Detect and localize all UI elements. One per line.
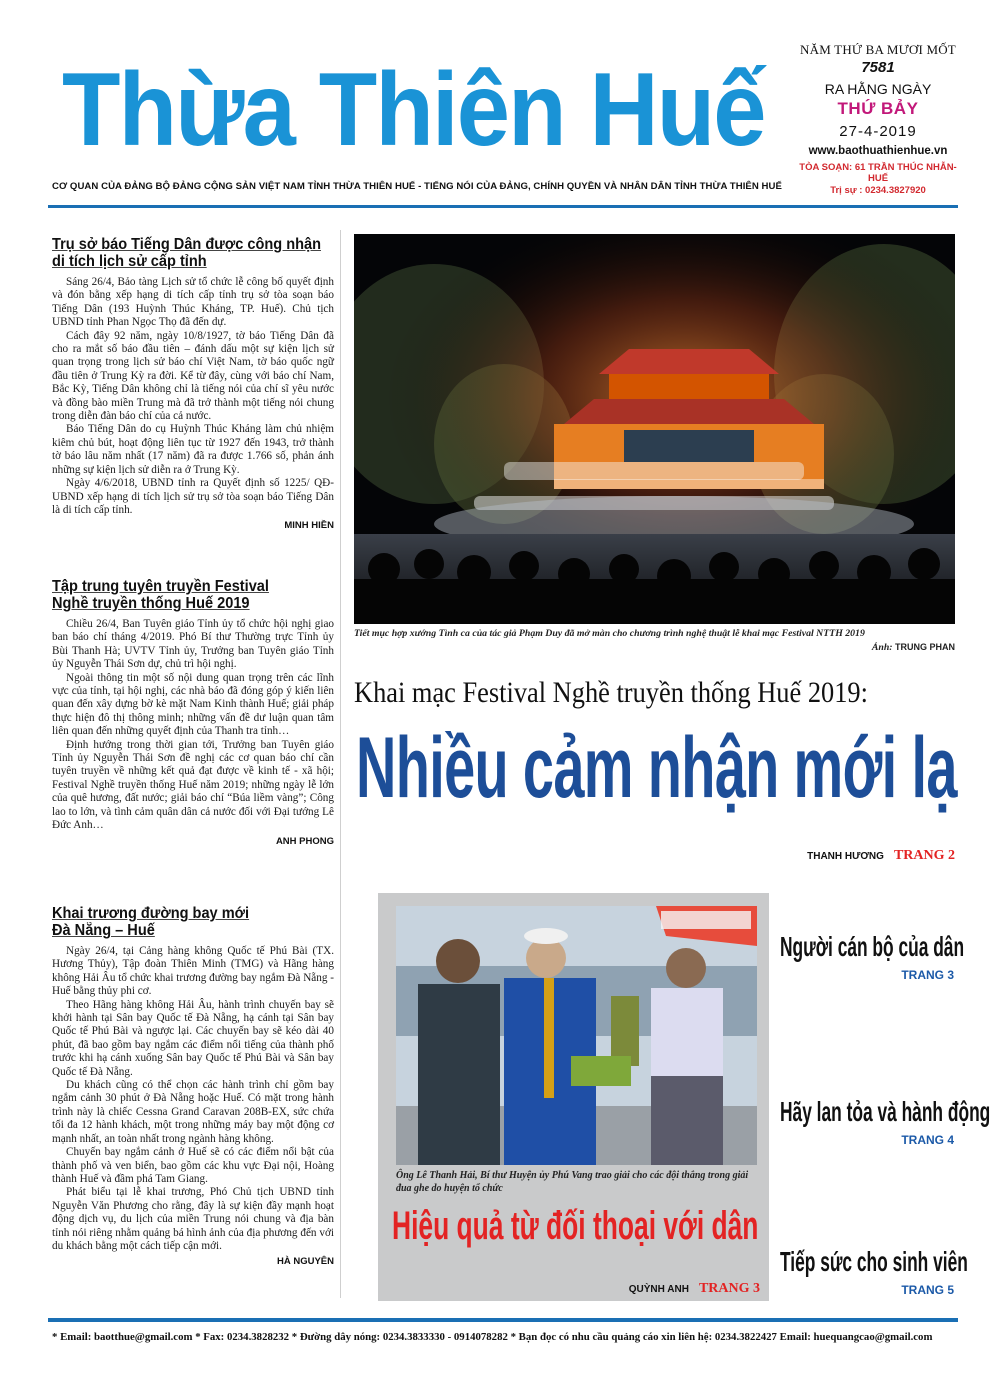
story-flight-route	[52, 905, 334, 1267]
story-byline: MINH HIỀN	[284, 520, 334, 532]
issue-weekday: THỨ BẢY	[837, 99, 919, 118]
story-headline[interactable]: Nghề truyền thống Huế 2019	[52, 595, 250, 612]
lead-page-ref[interactable]: TRANG 2	[893, 848, 955, 863]
story-headline[interactable]: Đà Nẵng – Huế	[52, 922, 155, 939]
bottom-divider	[48, 1318, 958, 1322]
issue-number: 7581	[861, 59, 895, 76]
story-headline[interactable]: Trụ sở báo Tiếng Dân được công nhận	[52, 236, 322, 253]
issue-office-address: TÒA SOẠN: 61 TRẦN THÚC NHẪN-HUẾ	[799, 162, 957, 184]
festival-stage-photo	[354, 234, 955, 624]
rail-item	[780, 930, 965, 982]
issue-info	[792, 42, 964, 196]
story-tieng-dan	[52, 236, 334, 531]
story-paragraph: Chuyến bay ngắm cảnh ở Huế sẽ có các điểm nổi bật của thành phố và ven biển, bao gồm các khu vực Đại nội, Hoàng thành Huế và đầm phá Tam Giang.	[52, 1146, 334, 1185]
feature-photo-caption: Ông Lê Thanh Hải, Bí thư Huyện ủy Phú Vang trao giải cho các đội thắng trong giải đua ghe do huyện tổ chức	[396, 1170, 749, 1194]
masthead-title: Thừa Thiên Huế	[62, 52, 765, 168]
story-paragraph: Sáng 26/4, Bảo tàng Lịch sử tổ chức lễ công bố quyết định và đón bằng xếp hạng di tích cấp tỉnh trụ sở tòa soạn báo Tiếng Dân (193 Huỳnh Thúc Kháng, TP. Huế). Chủ tịch UBND tỉnh Phan Ngọc Thọ đã đến dự.	[52, 276, 334, 329]
rail-item-title[interactable]: Tiếp sức cho sinh viên	[780, 1246, 968, 1277]
rail-item-page[interactable]: TRANG 5	[901, 1283, 954, 1297]
lead-photo-credit	[820, 642, 955, 653]
masthead-motto: CƠ QUAN CỦA ĐẢNG BỘ ĐẢNG CỘNG SẢN VIỆT NAM TỈNH THỪA THIÊN HUẾ - TIẾNG NÓI CỦA ĐẢNG, CHÍNH QUYỀN VÀ NHÂN DÂN TỈNH THỪA THIÊN HUẾ	[52, 181, 782, 192]
credit-name: TRUNG PHAN	[895, 642, 955, 652]
story-paragraph: Theo Hãng hàng không Hải Âu, hành trình chuyến bay sẽ khởi hành tại Sân bay Quốc tế Đà Nẵng, hạ cánh tại Sân bay Quốc tế Phú Bài và ngược lại. Các chuyến bay sẽ kéo dài 40 phút, đã bao gồm bay ngắm các điểm nổi tiếng của thành phố trước khi hạ cánh xuống Sân bay Quốc tế Phú Bài và Sân bay Quốc tế Đà Nẵng.	[52, 998, 334, 1078]
story-headline[interactable]: Khai trương đường bay mới	[52, 905, 250, 922]
story-paragraph: Chiều 26/4, Ban Tuyên giáo Tỉnh ủy tổ chức hội nghị giao ban báo chí tháng 4/2019. Phó Bí thư Thường trực Tỉnh ủy Bùi Thanh Hà; UVTV Tỉnh ủy, Trưởng ban Tuyên giáo Tỉnh ủy Nguyễn Thái Sơn dự, chủ trì hội nghị.	[52, 618, 334, 671]
story-paragraph: Cách đây 92 năm, ngày 10/8/1927, tờ báo Tiếng Dân đã cho ra mắt số báo đầu tiên – đánh dấu một sự kiện lịch sử quan trọng trong lịch sử báo chí Việt Nam, tờ báo quốc ngữ đầu tiên ở Trung Kỳ ra đời. Kể từ đây, cùng với báo chí Nam, Bắc Kỳ, Tiếng Dân không chỉ là tiếng nói của chí sĩ yêu nước và đồng bào miền Trung mà đã trở thành một tiếng nói chung trong diễn đàn báo chí của cả nước.	[52, 329, 334, 423]
story-paragraph: Ngoài thông tin một số nội dung quan trọng trên các lĩnh vực của tỉnh, tại hội nghị, các nhà báo đã đóng góp ý kiến liên quan đến xây dựng bờ kè mặt Nam Kinh thành Huế; giải pháp thực hiện đô thị thông minh; những vấn đề dư luận quan tâm liên quan đến những quyết định của Thanh tra tỉnh…	[52, 671, 334, 738]
rail-item-page[interactable]: TRANG 3	[901, 968, 954, 982]
rail-item-page[interactable]: TRANG 4	[901, 1133, 954, 1147]
story-body	[52, 618, 334, 833]
story-festival-media	[52, 578, 334, 847]
issue-daily: RA HẰNG NGÀY	[824, 81, 932, 97]
festival-stage-illustration	[354, 234, 955, 624]
rail-item	[780, 1095, 991, 1147]
lead-byline	[680, 846, 955, 864]
story-byline: ANH PHONG	[275, 835, 334, 847]
lead-headline[interactable]: Nhiều cảm nhận mới lạ	[356, 720, 957, 816]
story-body	[52, 276, 334, 517]
award-ceremony-illustration	[396, 906, 757, 1165]
story-paragraph: Phát biểu tại lễ khai trương, Phó Chủ tịch UBND tỉnh Nguyễn Văn Phương cho rằng, đây là sự kiện đầy mạnh hoạt động dịch vụ, du lịch của miền Trung nói chung và địa bàn tỉnh nói riêng nhằm quảng bá hình ảnh của địa phương đến với du khách bằng một cách tiếp cận mới.	[52, 1186, 334, 1252]
column-divider	[340, 230, 341, 1298]
feature-page-ref[interactable]: TRANG 3	[698, 1281, 760, 1296]
feature-byline	[580, 1279, 760, 1297]
top-divider	[48, 205, 958, 208]
lead-kicker: Khai mạc Festival Nghề truyền thống Huế 2019:	[354, 676, 868, 709]
feature-author: QUỲNH ANH	[628, 1284, 689, 1295]
story-headline[interactable]: Tập trung tuyên truyền Festival	[52, 578, 269, 595]
credit-label: Ảnh:	[871, 642, 893, 653]
issue-website[interactable]: www.baothuathienhue.vn	[808, 145, 948, 157]
issue-year-line: NĂM THỨ BA MƯƠI MỐT	[800, 42, 956, 57]
issue-date: 27-4-2019	[839, 123, 917, 140]
story-headline[interactable]: di tích lịch sử cấp tỉnh	[52, 253, 207, 270]
story-paragraph: Ngày 26/4, tại Cảng hàng không Quốc tế Phú Bài (TX. Hương Thủy), Tập đoàn Thiên Minh (TMG) và Hãng hàng không Hải Âu tổ chức khai trương đường bay ngắm Đà Nẵng - Huế bằng thủy phi cơ.	[52, 945, 334, 998]
story-body	[52, 945, 334, 1253]
footer-contacts: * Email: baotthue@gmail.com * Fax: 0234.3828232 * Đường dây nóng: 0234.3833330 - 0914078282 * Bạn đọc có nhu cầu quảng cáo xin liên hệ: 0234.3822427 Email: huequangcao@gmail.com	[52, 1331, 933, 1343]
issue-phone: Trị sự : 0234.3827920	[830, 185, 926, 196]
rail-item	[780, 1245, 968, 1297]
lead-photo-caption: Tiết mục hợp xướng Tình ca của tác giả Phạm Duy đã mở màn cho chương trình nghệ thuật lễ khai mạc Festival NTTH 2019	[354, 628, 865, 639]
story-paragraph: Ngày 4/6/2018, UBND tỉnh ra Quyết định số 1225/ QĐ-UBND xếp hạng di tích lịch sử trụ sở tòa soạn báo Tiếng Dân là di tích cấp tỉnh.	[52, 477, 334, 516]
story-byline: HÀ NGUYÊN	[276, 1256, 334, 1268]
rail-item-title[interactable]: Hãy lan tỏa và hành động	[780, 1096, 991, 1127]
story-paragraph: Du khách cũng có thể chọn các hành trình chỉ gồm bay ngắm cảnh 30 phút ở Đà Nẵng hoặc Huế. Có mặt trong hành trình này là chiếc Cessna Grand Caravan 208B-EX, sức chứa tối đa 12 hành khách, một trong những máy bay một động cơ mạnh nhất, an toàn nhất trong ngành hàng không.	[52, 1079, 334, 1145]
story-paragraph: Định hướng trong thời gian tới, Trưởng ban Tuyên giáo Tỉnh ủy Nguyễn Thái Sơn đề nghị các cơ quan báo chí cần tuyên truyền về những kết quả đạt được về kinh tế - xã hội; Festival Nghề truyền thống Huế năm 2019; những ngày lễ lớn của quê hương, đất nước; giải báo chí “Búa liềm vàng”; Công lao to lớn, và tình cảm quân dân cả nước đối với Đại tướng Lê Đức Anh…	[52, 738, 334, 832]
feature-headline[interactable]: Hiệu quả từ đối thoại với dân	[392, 1204, 759, 1248]
lead-author: THANH HƯƠNG	[807, 851, 884, 862]
award-ceremony-photo	[396, 906, 757, 1165]
story-paragraph: Báo Tiếng Dân do cụ Huỳnh Thúc Kháng làm chủ nhiệm kiêm chủ bút, hoạt động liên tục từ 1927 đến 1943, trở thành tờ báo lâu năm nhất (17 năm) đã ra được 1.766 số, phản ánh những sự kiện lịch sử diễn ra ở Trung Kỳ.	[52, 423, 334, 476]
rail-item-title[interactable]: Người cán bộ của dân	[780, 931, 965, 962]
